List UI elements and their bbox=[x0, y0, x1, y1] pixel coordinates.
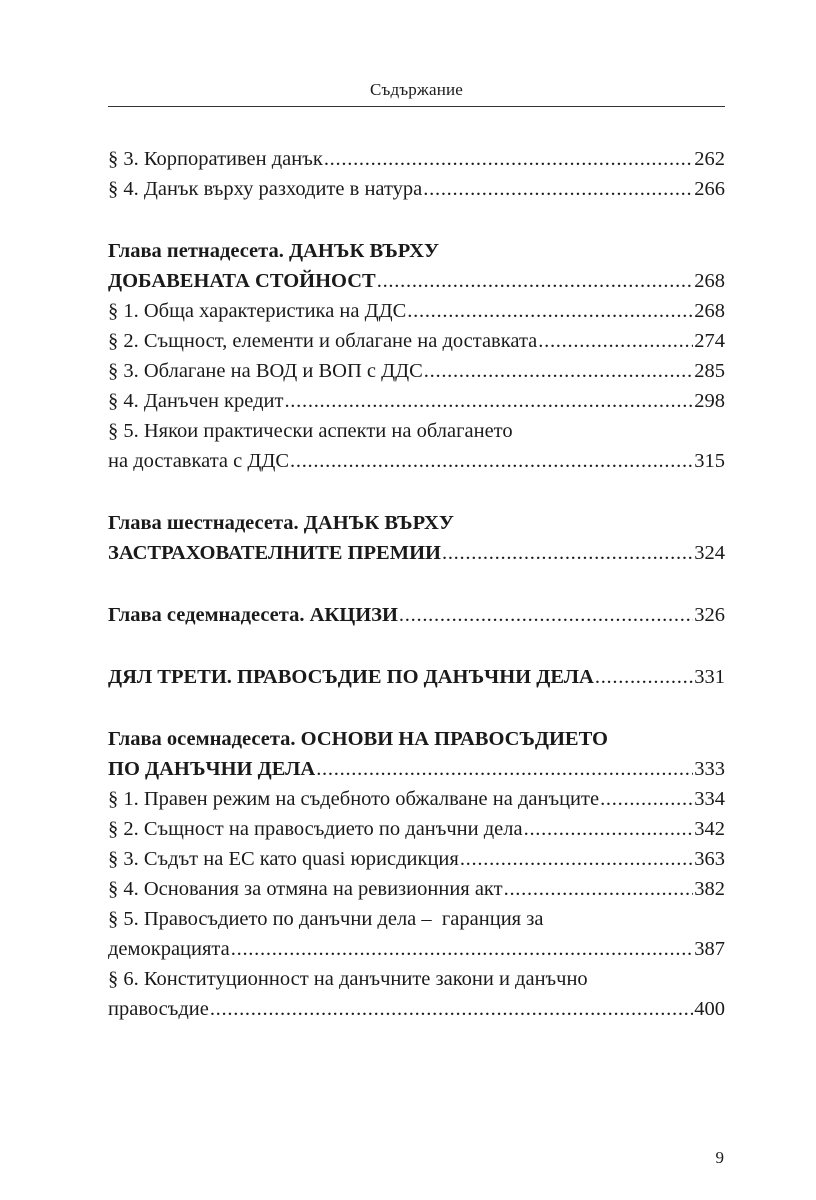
toc-page-number: 285 bbox=[694, 360, 725, 382]
toc-chapter-entry[interactable] bbox=[108, 266, 725, 296]
toc-entry-title: § 3. Облагане на ВОД и ВОП с ДДС bbox=[108, 360, 423, 382]
toc-page-number: 324 bbox=[694, 542, 725, 564]
toc-part-entry[interactable] bbox=[108, 662, 725, 692]
toc-entry-title: § 4. Данъчен кредит bbox=[108, 390, 284, 412]
toc-entry-title: § 3. Корпоративен данък bbox=[108, 148, 323, 170]
leader-dots bbox=[407, 296, 693, 326]
toc-chapter-entry[interactable] bbox=[108, 600, 725, 630]
toc-entry-title: правосъдие bbox=[108, 998, 209, 1020]
toc-entry-title: § 2. Същност на правосъдието по данъчни дела bbox=[108, 818, 523, 840]
leader-dots bbox=[377, 266, 694, 296]
toc-entry[interactable] bbox=[108, 446, 725, 476]
toc-entry-title: § 5. Някои практически аспекти на облагането bbox=[108, 420, 513, 442]
toc-entry-title: § 5. Правосъдието по данъчни дела – гаранция за bbox=[108, 908, 544, 930]
toc-entry-title: § 2. Същност, елементи и облагане на доставката bbox=[108, 330, 538, 352]
toc-page-number: 363 bbox=[694, 848, 725, 870]
leader-dots bbox=[600, 784, 693, 814]
spacer bbox=[108, 476, 725, 508]
table-of-contents bbox=[108, 144, 725, 1024]
leader-dots bbox=[504, 874, 694, 904]
toc-entry[interactable] bbox=[108, 814, 725, 844]
toc-entry-title: ПО ДАНЪЧНИ ДЕЛА bbox=[108, 758, 316, 780]
toc-entry-continued bbox=[108, 964, 725, 994]
toc-entry-title: Глава седемнадесета. АКЦИЗИ bbox=[108, 604, 398, 626]
toc-entry[interactable] bbox=[108, 296, 725, 326]
leader-dots bbox=[324, 144, 693, 174]
spacer bbox=[108, 568, 725, 600]
toc-entry[interactable] bbox=[108, 844, 725, 874]
page-number: 9 bbox=[715, 1148, 724, 1167]
toc-entry-title: на доставката с ДДС bbox=[108, 450, 289, 472]
toc-entry-title: демокрацията bbox=[108, 938, 230, 960]
toc-chapter-entry[interactable] bbox=[108, 538, 725, 568]
leader-dots bbox=[316, 754, 693, 784]
toc-entry-title: Глава петнадесета. ДАНЪК ВЪРХУ bbox=[108, 240, 440, 262]
toc-page-number: 326 bbox=[694, 604, 725, 626]
toc-entry[interactable] bbox=[108, 144, 725, 174]
toc-page-number: 262 bbox=[694, 148, 725, 170]
leader-dots bbox=[442, 538, 693, 568]
toc-page-number: 266 bbox=[694, 178, 725, 200]
toc-chapter-heading bbox=[108, 508, 725, 538]
leader-dots bbox=[424, 356, 693, 386]
toc-chapter-heading bbox=[108, 724, 725, 754]
toc-page-number: 387 bbox=[694, 938, 725, 960]
toc-entry-title: § 6. Конституционност на данъчните закони и данъчно bbox=[108, 968, 588, 990]
leader-dots bbox=[210, 994, 693, 1024]
leader-dots bbox=[538, 326, 693, 356]
toc-page-number: 331 bbox=[694, 666, 725, 688]
toc-entry-title: § 1. Правен режим на съдебното обжалване на данъците bbox=[108, 788, 600, 810]
toc-entry-title: ДОБАВЕНАТА СТОЙНОСТ bbox=[108, 270, 376, 292]
toc-page-number: 382 bbox=[694, 878, 725, 900]
toc-chapter-heading bbox=[108, 236, 725, 266]
toc-entry[interactable] bbox=[108, 326, 725, 356]
toc-entry-title: § 1. Обща характеристика на ДДС bbox=[108, 300, 407, 322]
toc-entry-title: ДЯЛ ТРЕТИ. ПРАВОСЪДИЕ ПО ДАНЪЧНИ ДЕЛА bbox=[108, 666, 594, 688]
toc-entry[interactable] bbox=[108, 386, 725, 416]
toc-page-number: 334 bbox=[694, 788, 725, 810]
toc-page-number: 298 bbox=[694, 390, 725, 412]
toc-entry-title: Глава шестнадесета. ДАНЪК ВЪРХУ bbox=[108, 512, 454, 534]
running-header: Съдържание bbox=[369, 80, 464, 99]
leader-dots bbox=[231, 934, 694, 964]
toc-entry[interactable] bbox=[108, 784, 725, 814]
leader-dots bbox=[423, 174, 693, 204]
toc-chapter-entry[interactable] bbox=[108, 754, 725, 784]
toc-page-number: 268 bbox=[694, 300, 725, 322]
toc-page-number: 400 bbox=[694, 998, 725, 1020]
toc-entry[interactable] bbox=[108, 994, 725, 1024]
toc-entry[interactable] bbox=[108, 356, 725, 386]
toc-entry-continued bbox=[108, 904, 725, 934]
header-rule bbox=[108, 106, 725, 107]
toc-entry-continued bbox=[108, 416, 725, 446]
toc-entry-title: ЗАСТРАХОВАТЕЛНИТЕ ПРЕМИИ bbox=[108, 542, 441, 564]
toc-page-number: 315 bbox=[694, 450, 725, 472]
toc-entry-title: Глава осемнадесета. ОСНОВИ НА ПРАВОСЪДИЕТО bbox=[108, 728, 608, 750]
toc-entry-title: § 4. Данък върху разходите в натура bbox=[108, 178, 423, 200]
toc-entry-title: § 3. Съдът на ЕС като quasi юрисдикция bbox=[108, 848, 459, 870]
toc-page-number: 268 bbox=[694, 270, 725, 292]
leader-dots bbox=[595, 662, 693, 692]
toc-page-number: 333 bbox=[694, 758, 725, 780]
toc-entry[interactable] bbox=[108, 934, 725, 964]
leader-dots bbox=[524, 814, 694, 844]
leader-dots bbox=[290, 446, 693, 476]
spacer bbox=[108, 692, 725, 724]
spacer bbox=[108, 630, 725, 662]
toc-page-number: 342 bbox=[694, 818, 725, 840]
leader-dots bbox=[460, 844, 693, 874]
toc-page-number: 274 bbox=[694, 330, 725, 352]
leader-dots bbox=[399, 600, 693, 630]
spacer bbox=[108, 204, 725, 236]
leader-dots bbox=[284, 386, 693, 416]
toc-entry[interactable] bbox=[108, 874, 725, 904]
toc-entry[interactable] bbox=[108, 174, 725, 204]
toc-entry-title: § 4. Основания за отмяна на ревизионния акт bbox=[108, 878, 503, 900]
